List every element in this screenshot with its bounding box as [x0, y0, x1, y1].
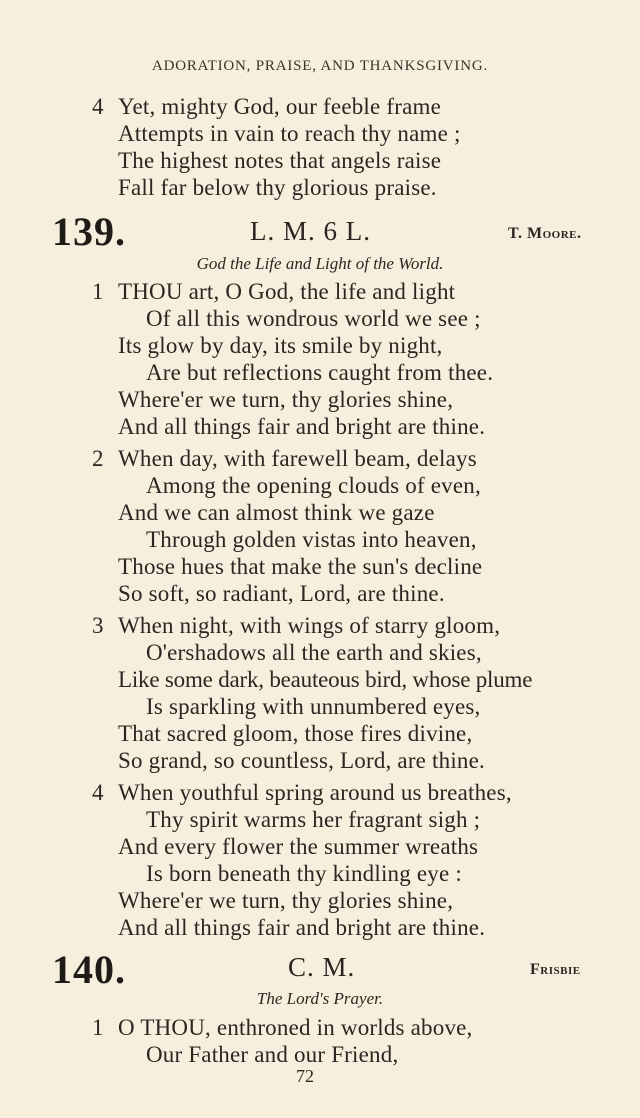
verse-number: 1	[92, 279, 104, 304]
verse-line: So grand, so countless, Lord, are thine.	[118, 748, 485, 773]
hymn-composer: Frisbie	[530, 961, 581, 978]
verse-line: That sacred gloom, those fires divine,	[118, 721, 473, 746]
verse-line: THOU art, O God, the life and light	[118, 279, 456, 304]
verse-line: Like some dark, beauteous bird, whose plume	[118, 667, 533, 692]
verse-line: When youthful spring around us breathes,	[118, 780, 512, 805]
verse-line: Its glow by day, its smile by night,	[118, 333, 443, 358]
verse-line: Fall far below thy glorious praise.	[118, 175, 437, 200]
verse-line: Attempts in vain to reach thy name ;	[118, 121, 461, 146]
verse-line: So soft, so radiant, Lord, are thine.	[118, 581, 445, 606]
page-number: 72	[296, 1066, 314, 1086]
verse-number: 4	[92, 94, 104, 119]
hymn-meter: C. M.	[288, 952, 356, 982]
verse-line: Through golden vistas into heaven,	[146, 527, 477, 552]
hymn-meter: L. M. 6 L.	[250, 216, 371, 246]
hymn-composer: T. Moore.	[508, 225, 582, 242]
verse-line: Those hues that make the sun's decline	[118, 554, 483, 579]
verse-line: Thy spirit warms her fragrant sigh ;	[146, 807, 481, 832]
verse-line: Are but reflections caught from thee.	[146, 360, 494, 385]
hymn-subtitle: God the Life and Light of the World.	[196, 254, 444, 273]
verse-line: And all things fair and bright are thine.	[118, 414, 486, 439]
running-head: ADORATION, PRAISE, AND THANKSGIVING.	[151, 58, 489, 74]
hymn-subtitle: The Lord's Prayer.	[256, 989, 384, 1008]
verse-line: When day, with farewell beam, delays	[118, 446, 477, 471]
verse-line: Among the opening clouds of even,	[146, 473, 481, 498]
verse-line: And we can almost think we gaze	[118, 500, 435, 525]
verse-line: Of all this wondrous world we see ;	[146, 306, 481, 331]
verse-line: Is born beneath thy kindling eye :	[146, 861, 462, 886]
verse-line: And every flower the summer wreaths	[118, 834, 479, 859]
verse-number: 3	[92, 613, 104, 638]
hymn-number: 139.	[52, 209, 126, 254]
verse-line: Our Father and our Friend,	[146, 1042, 399, 1067]
verse-line: And all things fair and bright are thine.	[118, 915, 486, 940]
verse-line: Is sparkling with unnumbered eyes,	[146, 694, 481, 719]
verse-line: When night, with wings of starry gloom,	[118, 613, 501, 638]
verse-line: The highest notes that angels raise	[118, 148, 442, 173]
verse-line: O'ershadows all the earth and skies,	[146, 640, 482, 665]
verse-line: Where'er we turn, thy glories shine,	[118, 387, 454, 412]
hymn-number: 140.	[52, 947, 126, 992]
verse-line: O THOU, enthroned in worlds above,	[118, 1015, 473, 1040]
verse-number: 4	[92, 780, 104, 805]
verse-number: 1	[92, 1015, 104, 1040]
verse-line: Yet, mighty God, our feeble frame	[118, 94, 441, 119]
verse-number: 2	[92, 446, 104, 471]
verse-line: Where'er we turn, thy glories shine,	[118, 888, 454, 913]
